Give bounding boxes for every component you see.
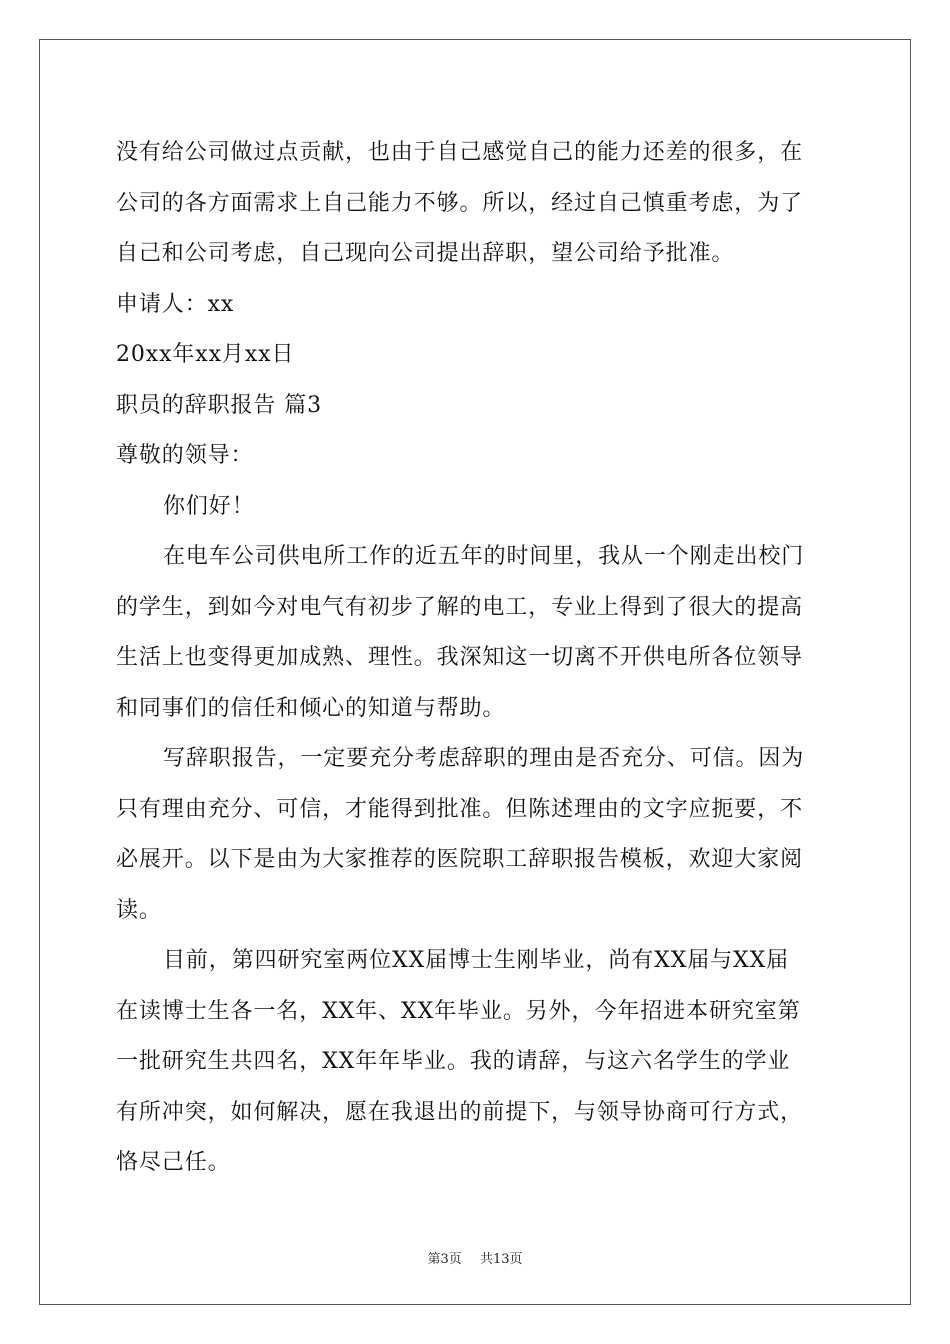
text-line: 职员的辞职报告 篇3 [116, 392, 322, 418]
text-line: 和同事们的信任和倾心的知道与帮助。 [116, 695, 506, 721]
text-line: 你们好！ [163, 493, 255, 519]
page-number: 第3页 [427, 1252, 462, 1267]
text-line: 必展开。以下是由为大家推荐的医院职工辞职报告模板，欢迎大家阅 [116, 847, 804, 872]
page-total: 共13页 [480, 1252, 523, 1267]
text-line: 读。 [116, 897, 162, 923]
text-line: 申请人：xx [116, 291, 235, 317]
text-line: 在电车公司供电所工作的近五年的时间里，我从一个刚走出校门 [163, 544, 805, 569]
text-line: 的学生，到如今对电气有初步了解的电工，专业上得到了很大的提高 [116, 594, 804, 620]
text-line: 有所冲突，如何解决，愿在我退出的前提下，与领导协商可行方式， [116, 1099, 804, 1125]
text-line: 没有给公司做过点贡献，也由于自己感觉自己的能力还差的很多，在 [116, 140, 804, 165]
text-line: 恪尽己任。 [116, 1150, 231, 1175]
page-footer [0, 1248, 950, 1267]
text-line: 目前，第四研究室两位XX届博士生刚毕业，尚有XX届与XX届 [163, 948, 790, 973]
text-line: 只有理由充分、可信，才能得到批准。但陈述理由的文字应扼要，不 [116, 796, 804, 822]
document-body [116, 128, 836, 1189]
text-line: 自己和公司考虑，自己现向公司提出辞职，望公司给予批准。 [116, 241, 735, 266]
text-line: 20xx年xx月xx日 [116, 342, 295, 367]
text-line: 生活上也变得更加成熟、理性。我深知这一切离不开供电所各位领导 [116, 645, 804, 670]
text-line: 写辞职报告，一定要充分考虑辞职的理由是否充分、可信。因为 [163, 746, 805, 771]
text-line: 一批研究生共四名，XX年年毕业。我的请辞，与这六名学生的学业 [116, 1049, 791, 1074]
text-line: 公司的各方面需求上自己能力不够。所以，经过自己慎重考虑，为了 [116, 190, 804, 216]
text-line: 尊敬的领导： [116, 443, 254, 468]
text-line: 在读博士生各一名，XX年、XX年毕业。另外，今年招进本研究室第 [116, 998, 801, 1024]
